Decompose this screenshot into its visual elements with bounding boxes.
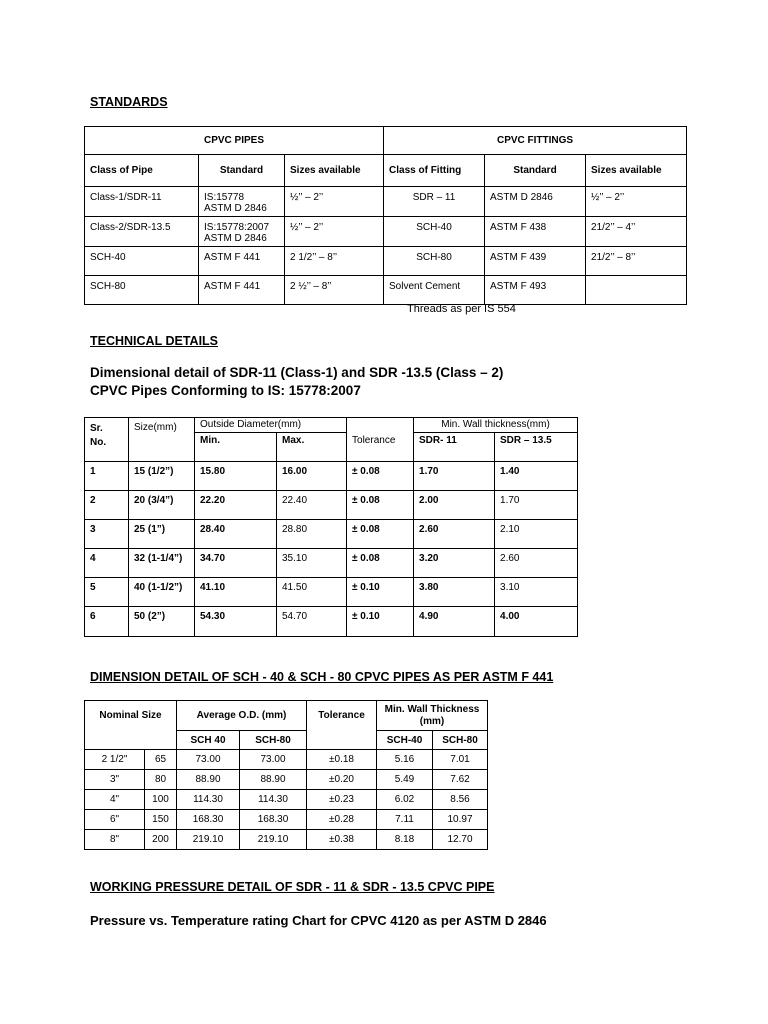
cell: ±0.23 bbox=[307, 790, 377, 810]
technical-subtitle-1: Dimensional detail of SDR-11 (Class-1) and SDR -13.5 (Class – 2) bbox=[90, 365, 504, 380]
col-standard: Standard bbox=[199, 155, 285, 187]
cell: 4.00 bbox=[495, 607, 578, 637]
cell bbox=[586, 276, 687, 305]
cell: 4.90 bbox=[414, 607, 495, 637]
cell bbox=[85, 731, 177, 750]
cell: ASTM F 441 bbox=[199, 247, 285, 276]
table-row bbox=[85, 276, 687, 305]
col-max: Max. bbox=[277, 433, 347, 462]
cell: SCH-80 bbox=[85, 276, 199, 305]
cell: 2 bbox=[85, 491, 129, 520]
standards-table bbox=[84, 126, 687, 305]
table-row bbox=[85, 830, 488, 850]
cell: ± 0.10 bbox=[347, 607, 414, 637]
cell: 3" bbox=[85, 770, 145, 790]
cell: 34.70 bbox=[195, 549, 277, 578]
pressure-subtitle: Pressure vs. Temperature rating Chart for CPVC 4120 as per ASTM D 2846 bbox=[90, 913, 547, 928]
cell: 2 1/2" bbox=[85, 750, 145, 770]
col-standard-fitting: Standard bbox=[485, 155, 586, 187]
cpvc-pipes-header: CPVC PIPES bbox=[85, 127, 384, 155]
cell: 40 (1-1/2”) bbox=[129, 578, 195, 607]
table-row bbox=[85, 217, 687, 247]
cell: 25 (1”) bbox=[129, 520, 195, 549]
cell: 6.02 bbox=[377, 790, 433, 810]
cell: 21/2’’ – 4’’ bbox=[586, 217, 687, 247]
cell: 15.80 bbox=[195, 462, 277, 491]
cell: 2.60 bbox=[414, 520, 495, 549]
cell: SCH-80 bbox=[384, 247, 485, 276]
cell: 21/2’’ – 8’’ bbox=[586, 247, 687, 276]
cpvc-fittings-header: CPVC FITTINGS bbox=[384, 127, 687, 155]
cell: ASTM F 493 bbox=[485, 276, 586, 305]
table-row bbox=[85, 462, 578, 491]
col-wall-sch-80: SCH-80 bbox=[433, 731, 488, 750]
cell: 4" bbox=[85, 790, 145, 810]
technical-subtitle-2: CPVC Pipes Conforming to IS: 15778:2007 bbox=[90, 383, 361, 398]
standards-heading: STANDARDS bbox=[90, 95, 168, 109]
cell: 7.62 bbox=[433, 770, 488, 790]
cell: 5.16 bbox=[377, 750, 433, 770]
technical-heading: TECHNICAL DETAILS bbox=[90, 334, 219, 348]
cell: 2 1/2’’ – 8’’ bbox=[285, 247, 384, 276]
cell: 80 bbox=[145, 770, 177, 790]
cell: 54.30 bbox=[195, 607, 277, 637]
table-row bbox=[85, 607, 578, 637]
cell: ± 0.10 bbox=[347, 578, 414, 607]
col-class-of-pipe: Class of Pipe bbox=[85, 155, 199, 187]
cell: ASTM F 441 bbox=[199, 276, 285, 305]
cell: ASTM D 2846 bbox=[485, 187, 586, 217]
table-row bbox=[85, 187, 687, 217]
col-sdr-11: SDR- 11 bbox=[414, 433, 495, 462]
cell: 35.10 bbox=[277, 549, 347, 578]
cell: 200 bbox=[145, 830, 177, 850]
cell: ½’’ – 2’’ bbox=[586, 187, 687, 217]
col-sdr-13-5: SDR – 13.5 bbox=[495, 433, 578, 462]
col-sch-80: SCH-80 bbox=[240, 731, 307, 750]
cell: 3.10 bbox=[495, 578, 578, 607]
cell: 1.70 bbox=[495, 491, 578, 520]
table-row bbox=[85, 578, 578, 607]
cell: 6 bbox=[85, 607, 129, 637]
cell: ½’’ – 2’’ bbox=[285, 187, 384, 217]
cell: 22.20 bbox=[195, 491, 277, 520]
cell: 2.00 bbox=[414, 491, 495, 520]
header-line: Sr. bbox=[90, 423, 103, 434]
cell: 88.90 bbox=[240, 770, 307, 790]
sdr-dimension-table bbox=[84, 417, 578, 637]
cell: 7.11 bbox=[377, 810, 433, 830]
cell: ± 0.08 bbox=[347, 520, 414, 549]
cell: 20 (3/4”) bbox=[129, 491, 195, 520]
col-sr-no bbox=[85, 418, 129, 462]
cell: Solvent Cement bbox=[384, 276, 485, 305]
cell: Class-2/SDR-13.5 bbox=[85, 217, 199, 247]
cell: ± 0.08 bbox=[347, 462, 414, 491]
col-class-of-fitting: Class of Fitting bbox=[384, 155, 485, 187]
col-min-wall-thickness: Min. Wall thickness(mm) bbox=[414, 418, 578, 433]
cell: SCH-40 bbox=[384, 217, 485, 247]
col-sch-40: SCH 40 bbox=[177, 731, 240, 750]
col-outside-diameter: Outside Diameter(mm) bbox=[195, 418, 347, 433]
cell: 41.10 bbox=[195, 578, 277, 607]
cell-line: IS:15778:2007 bbox=[204, 222, 270, 233]
cell bbox=[199, 217, 285, 247]
sch-dimension-table bbox=[84, 700, 488, 850]
col-min-wall-thickness bbox=[377, 701, 488, 731]
cell: 3.80 bbox=[414, 578, 495, 607]
cell: Class-1/SDR-11 bbox=[85, 187, 199, 217]
cell: 65 bbox=[145, 750, 177, 770]
table-row bbox=[85, 810, 488, 830]
cell: 5 bbox=[85, 578, 129, 607]
col-sizes-available-fitting: Sizes available bbox=[586, 155, 687, 187]
cell: 219.10 bbox=[177, 830, 240, 850]
cell: SDR – 11 bbox=[384, 187, 485, 217]
cell: 219.10 bbox=[240, 830, 307, 850]
cell: 100 bbox=[145, 790, 177, 810]
cell-line: IS:15778 bbox=[204, 192, 245, 203]
col-size: Size(mm) bbox=[129, 418, 195, 462]
header-line: No. bbox=[90, 437, 107, 448]
cell: 41.50 bbox=[277, 578, 347, 607]
cell: 10.97 bbox=[433, 810, 488, 830]
table-row bbox=[85, 790, 488, 810]
cell: 8.18 bbox=[377, 830, 433, 850]
cell: 8" bbox=[85, 830, 145, 850]
col-nominal-size: Nominal Size bbox=[85, 701, 177, 731]
cell: 1.70 bbox=[414, 462, 495, 491]
cell: ±0.20 bbox=[307, 770, 377, 790]
table-row bbox=[85, 247, 687, 276]
col-average-od: Average O.D. (mm) bbox=[177, 701, 307, 731]
cell: 8.56 bbox=[433, 790, 488, 810]
cell: 3 bbox=[85, 520, 129, 549]
cell-line: ASTM D 2846 bbox=[204, 203, 267, 214]
cell: 28.80 bbox=[277, 520, 347, 549]
table-row bbox=[85, 520, 578, 549]
cell: 2.10 bbox=[495, 520, 578, 549]
col-min: Min. bbox=[195, 433, 277, 462]
table-row bbox=[85, 549, 578, 578]
header-line: (mm) bbox=[419, 715, 445, 727]
cell: 7.01 bbox=[433, 750, 488, 770]
cell: 3.20 bbox=[414, 549, 495, 578]
cell: ±0.38 bbox=[307, 830, 377, 850]
cell: ±0.18 bbox=[307, 750, 377, 770]
pressure-heading: WORKING PRESSURE DETAIL OF SDR - 11 & SDR - 13.5 CPVC PIPE bbox=[90, 880, 495, 894]
cell-line: ASTM D 2846 bbox=[204, 233, 267, 244]
cell: ± 0.08 bbox=[347, 549, 414, 578]
cell: 15 (1/2”) bbox=[129, 462, 195, 491]
cell: 168.30 bbox=[177, 810, 240, 830]
cell: 50 (2”) bbox=[129, 607, 195, 637]
cell: 4 bbox=[85, 549, 129, 578]
cell: 1 bbox=[85, 462, 129, 491]
cell: 168.30 bbox=[240, 810, 307, 830]
cell: 16.00 bbox=[277, 462, 347, 491]
cell: 12.70 bbox=[433, 830, 488, 850]
col-sizes-available: Sizes available bbox=[285, 155, 384, 187]
cell bbox=[347, 418, 414, 433]
cell: 28.40 bbox=[195, 520, 277, 549]
col-tolerance: Tolerance bbox=[347, 433, 414, 462]
threads-note: Threads as per IS 554 bbox=[407, 303, 516, 315]
cell: 5.49 bbox=[377, 770, 433, 790]
cell: 114.30 bbox=[177, 790, 240, 810]
sch-heading: DIMENSION DETAIL OF SCH - 40 & SCH - 80 CPVC PIPES AS PER ASTM F 441 bbox=[90, 670, 554, 684]
table-row bbox=[85, 750, 488, 770]
cell: 150 bbox=[145, 810, 177, 830]
table-row bbox=[85, 770, 488, 790]
cell: 54.70 bbox=[277, 607, 347, 637]
cell bbox=[307, 731, 377, 750]
cell bbox=[199, 187, 285, 217]
col-tolerance: Tolerance bbox=[307, 701, 377, 731]
cell: ASTM F 439 bbox=[485, 247, 586, 276]
cell: 88.90 bbox=[177, 770, 240, 790]
col-wall-sch-40: SCH-40 bbox=[377, 731, 433, 750]
cell: 73.00 bbox=[177, 750, 240, 770]
cell: 73.00 bbox=[240, 750, 307, 770]
table-row bbox=[85, 491, 578, 520]
cell: SCH-40 bbox=[85, 247, 199, 276]
cell: 114.30 bbox=[240, 790, 307, 810]
cell: 22.40 bbox=[277, 491, 347, 520]
cell: 2.60 bbox=[495, 549, 578, 578]
header-line: Min. Wall Thickness bbox=[384, 703, 480, 715]
cell: 32 (1-1/4”) bbox=[129, 549, 195, 578]
cell: 1.40 bbox=[495, 462, 578, 491]
cell: ½’’ – 2’’ bbox=[285, 217, 384, 247]
cell: ± 0.08 bbox=[347, 491, 414, 520]
cell: ASTM F 438 bbox=[485, 217, 586, 247]
cell: 6" bbox=[85, 810, 145, 830]
cell: ±0.28 bbox=[307, 810, 377, 830]
cell: 2 ½’’ – 8’’ bbox=[285, 276, 384, 305]
